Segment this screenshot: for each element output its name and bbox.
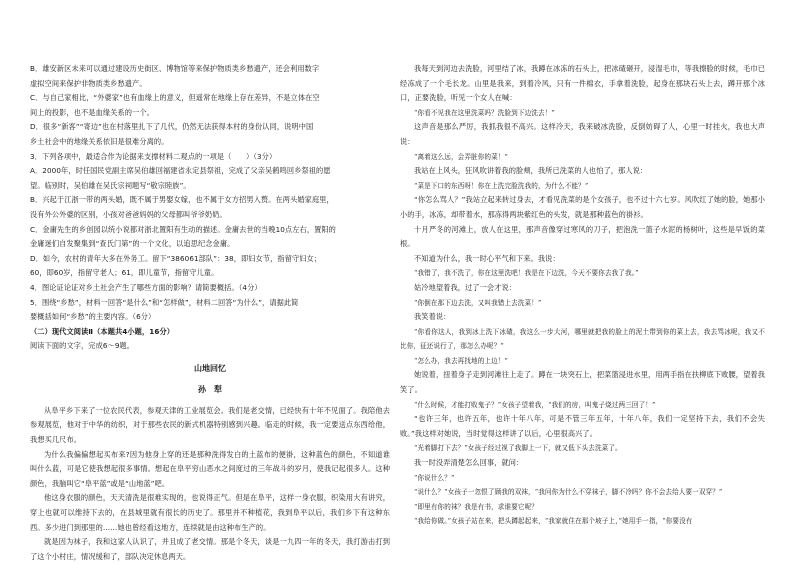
- dialog-line: “你倒在那下边去洗，又叫我错上去洗菜！”: [414, 298, 542, 307]
- article-paragraph: 从阜平乡下来了一位农民代表，参观天津的工业展览会。我们是老交情，已经快有十年不见面了。我陪他去参观展览，他对于中华的纺织，对于那些农民的新式机器特别感到兴趣。临走的时候，我一定要送点东西给他，我想买几尺布。: [30, 405, 390, 445]
- dialog-line: “怎么办，我去再找地的上边！”: [414, 356, 508, 365]
- story-paragraph: 我每天到河边去洗脸，河里结了冰，我蹲在冰冻的石头上，把冰碴砸开，浸湿毛巾，等我擦脸的时候，毛巾已经冻成了一个毛长龙。山里是我来，到着冷风，只有一件棉衣，手拿着洗脸，起身在那块石头上去，蹲开那个冰口，正要洗脸，听见一个女人在喊：: [400, 64, 765, 103]
- q3-option-b-2: 没有外公外婆的区别，小孩对爸爸妈妈的父母都叫爷爷奶奶。: [30, 209, 227, 219]
- question-5-2: 要概括如何“乡愁”的主要内容。（6分）: [30, 312, 156, 322]
- right-column: [400, 62, 765, 529]
- section-header: （二）现代文阅读Ⅱ（本题共4小题，16分）: [30, 326, 175, 336]
- q3-option-a-2: 望。临别时，吴伯雄在吴氏宗祠题写“敬宗睦族”。: [30, 180, 191, 190]
- question-5-1: 5．围绕“乡愁”，材料一回答“是什么”和“怎样做”，材料二回答“为什么”，请据此简: [30, 297, 299, 307]
- dialog-line: “我给你做。”女孩子站在来，把头蹲起起来，“我家就住在那个坡子上，”她用手一指，“你要没有: [414, 517, 693, 526]
- dialog-line: “菜是下口的东西呀！你在上洗完脸洗我的，为什么不能？”: [414, 181, 589, 190]
- line-c-1: C．与自己家相比，“外婆家”也有血缘上的意义，但遥常在地缘上存在差异，不是立体在空: [30, 93, 320, 103]
- story-paragraph: 她说着，扭着身子走到河滩往上走了。蹲在一块突石上，把菜篮浸进水里，用两手指在扶柳底下败腰，望着我笑了。: [400, 370, 765, 395]
- line-d-2: 乡土社会中的地缘关系依旧是很难分离的。: [30, 136, 169, 146]
- dialog-line: “什么时候，才能打败鬼子？”女孩子望着我，“我们的房，叫鬼子烧过两三回了！”: [414, 400, 656, 409]
- article-author: 孙 犁: [198, 384, 222, 394]
- dialog-line: “你看你这人，我到冰上洗下冰碴，我这么一步大河，哪里就把我的脸上的泥土带到你的菜上去，我去骂冰呢，我又不比你，征还说行了，那怎么办呢？”: [400, 327, 765, 351]
- question-3: 3．下列各项中，最适合作为论据来支撑材料二观点的一项是（ ）（3分）: [30, 151, 277, 161]
- dialog-line: “即里有你的袜？我是有书，求谁要它呢？: [414, 502, 538, 511]
- line-d-1: D．很多“新客”“寄边”也在村落里扎下了几代，仍然无法获得本村的身份认同，说明中国: [30, 122, 314, 132]
- article-paragraph: 为什么我偏偏想起买布来?因为他身上穿的还是那种洗得发白的土蓝布的便褂，这种蓝色的颜色，不知道谁叫什么蓝，可是它使我想起很多事情。想起在阜平穷山恶水之间度过的三年战斗的岁月，使我记起很多人。这种颜色，我脑叫它“阜平蓝”或是“山地蓝”吧。: [30, 449, 390, 488]
- story-paragraph: 不知道为什么，我一时心平气和下来。我说：: [414, 253, 560, 263]
- q3-option-b-1: B．兴起于江浙一带的两头婚，既不属于男娶女嫁，也不属于女方招男入赘。在两头婚家庭里，: [30, 195, 334, 205]
- dialog-line: “你说什么？”: [414, 473, 455, 482]
- story-paragraph: 我站在上风头，狂风吹讲着我的脸颊，我所已洗菜的人也怕了，那人说：: [414, 166, 648, 176]
- article-paragraph: 他这身衣服的颜色，天天清洗是很难实现的，也说得正气。但是在阜平，这样一身衣服，织染用大有讲究，穿上也就可以维持下去的，在县城里就有很长的历史了。那里并不种植花，我到阜平以后，我们乡下有这种东西。多少进门到那里的……她也曾经看这地方，连续就是由这种布生产的。: [30, 493, 390, 532]
- reading-instruction: 阅读下面的文字，完成6～9题。: [30, 341, 135, 351]
- story-paragraph: 这声音是那么严厉，我抓我很不高兴。这样冷天，我来破冰洗脸，反倒妨碍了人，心里一时挂火，我也大声说：: [400, 122, 765, 146]
- story-paragraph: “也许三年，也许五年，也许十年八年，可是不管三年五年，十年八年，我们一定坚持下去，我们不会失败。”我这样对她说，当时觉得这样讲了以后，心里很高兴了。: [400, 414, 765, 438]
- line-b-1: B．雄安新区未来可以通过建设历史街区、博物馆等来保护物质类乡愁遗产，还会利用数字: [30, 64, 320, 73]
- story-paragraph: “你怎么骂人？”我站立起来转过身去，才看见洗菜的是个女孩子，也不过十六七岁。风吹红了她的脸，她那小小的手，冰冻，却带着水，那冻得两块紫红色的头发，就是那种蓝色的褂衫。: [400, 195, 765, 219]
- article-title: 山地回忆: [194, 363, 226, 373]
- left-column: [30, 62, 390, 564]
- dialog-line: “我错了，我不洗了，你在这里洗吧！我是在下边洗，今天不要你去我了我。”: [414, 269, 639, 278]
- dialog-line: “离着这么远，会弄脏你的菜！”: [414, 152, 508, 161]
- q3-option-c-2: 金庸迷们自发聚集到“查氏门第”的一个文化，以追思纪念金庸。: [30, 239, 235, 249]
- dialog-line: “你看不见我在这里洗菜吗？洗脸到下边洗去！”: [414, 108, 555, 117]
- question-4: 4．图论证论证对乡土社会产生了哪些方面的影响？请简要概括。（4分）: [30, 282, 262, 292]
- line-b-2: 虚拟空间来保护非物质类乡愁遗产。: [30, 78, 147, 88]
- story-paragraph: 十月严冬的河滩上，放人在这里，那声音像穿过寒风的刀子，把泡洗一篮子水泥的杨树叶，这些是早饭的菜根。: [400, 224, 765, 249]
- dialog-line: “光着脚打下去？”女孩子经过视了我脚上一下，就又低下头去洗菜了。: [414, 444, 622, 453]
- dialog-line: “说什么？”女孩子一忽恨了顾我的双袜，“我问你为什么不穿袜子，脚不冷吗？你不会去给人要一双穿？”: [414, 488, 723, 497]
- story-paragraph: 我笑着说：: [414, 312, 451, 322]
- q3-option-c-1: C．金庸先生的乡创园以统小说都对浙北置阳有生动的描述。金庸去世的当晚10点左右，置阳的: [30, 224, 336, 234]
- story-paragraph: 我一时没弄清楚怎么回事，就问：: [414, 458, 524, 468]
- story-paragraph: 姑冷地望着我，过了一会才说：: [414, 282, 517, 292]
- q3-option-a-1: A．2000年，时任国民党副主席吴伯雄回福建省永定县祭祖，完成了父亲吴鹤鸣回乡祭祖的愿: [30, 166, 331, 176]
- line-c-2: 间上的投影，也不是血缘关系的一个。: [30, 107, 154, 117]
- q3-option-d-1: D．如今，农村的青年大多在外务工。留下“386061部队”：38，即妇女节，指留守妇女；: [30, 253, 322, 263]
- q3-option-d-2: 60，即60岁，指留守老人；61，即儿童节，指留守儿童。: [30, 268, 219, 278]
- article-paragraph: 就是因为袜子，我和这家人认识了，并且成了老交情。那是个冬天，谈是一九四一年的冬天，我打游击打到了这个小村庄，情况缓和了，部队决定休息两天。: [30, 537, 390, 561]
